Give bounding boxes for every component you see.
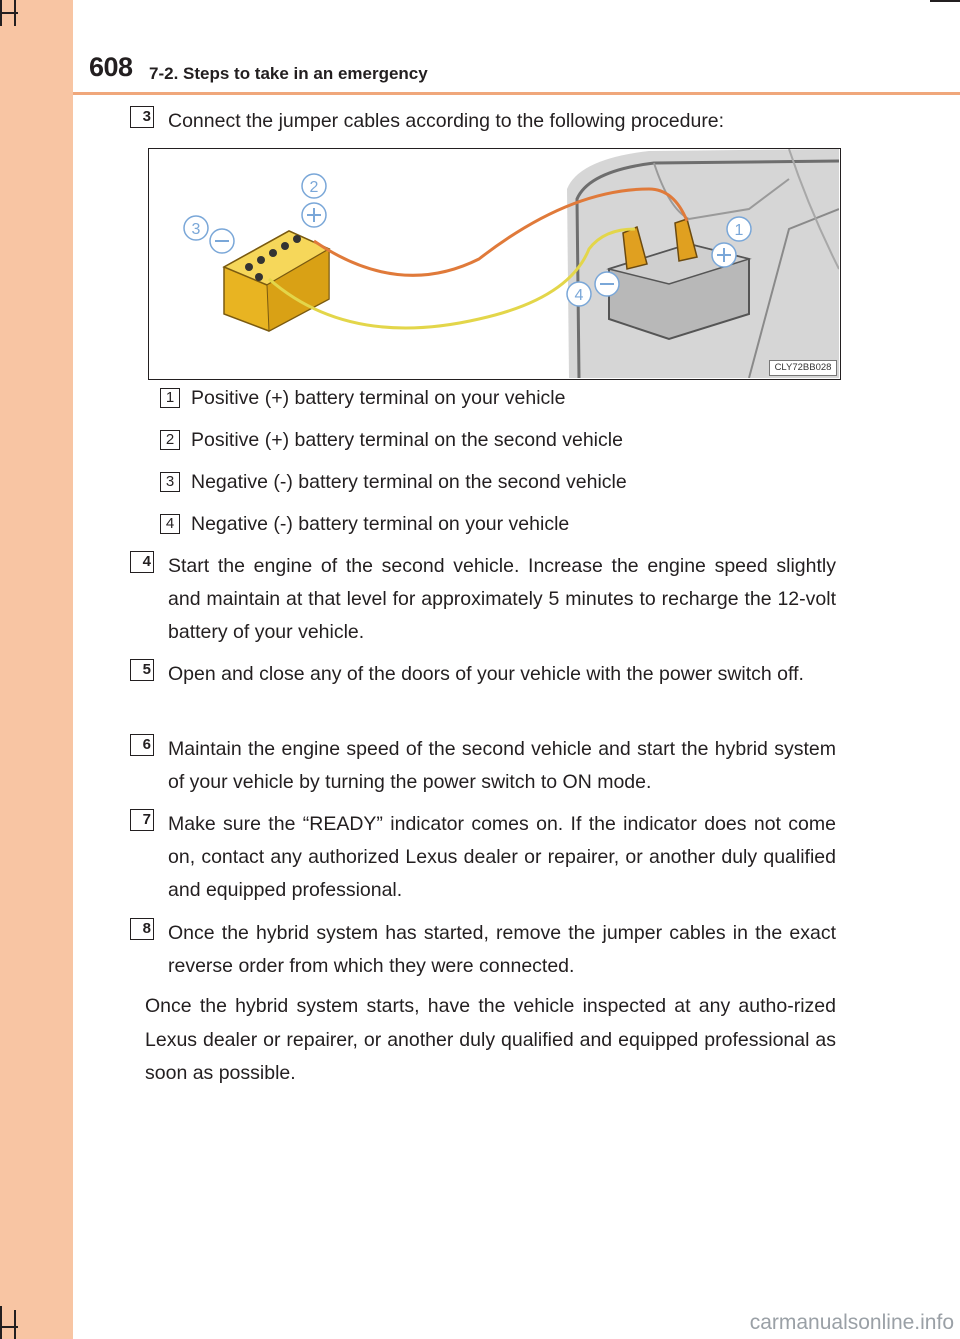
battery-cap	[269, 249, 277, 257]
crop-mark	[14, 0, 16, 26]
step-8	[130, 917, 836, 983]
legend-number: 3	[160, 472, 180, 492]
step-text: Make sure the “READY” indicator comes on. If the indicator does not come on, contact any authorized Lexus dealer or repairer, or another duly qualified and equipped professional.	[168, 813, 836, 901]
step-text: Once the hybrid system has started, remove the jumper cables in the exact reverse order from which they were connected.	[168, 922, 836, 977]
step-5	[130, 658, 836, 691]
callout-label: 4	[574, 287, 584, 304]
step-text: Start the engine of the second vehicle. Increase the engine speed slightly and maintain at that level for approximately 5 minutes to recharge the 12-volt battery of your vehicle.	[168, 555, 836, 643]
step-4	[130, 550, 836, 649]
step-3	[130, 105, 836, 138]
step-7	[130, 808, 836, 907]
callout-2	[302, 174, 326, 198]
battery-cap	[245, 263, 253, 271]
legend-text: Negative (-) battery terminal on the second vehicle	[191, 471, 627, 493]
minus-icon	[210, 229, 234, 253]
legend-number: 1	[160, 388, 180, 408]
minus-icon	[595, 272, 619, 296]
plus-icon	[302, 203, 326, 227]
crop-mark	[14, 1310, 16, 1339]
step-text: Open and close any of the doors of your vehicle with the power switch off.	[168, 663, 804, 685]
callout-label: 2	[309, 179, 319, 196]
figure-code: CLY72BB028	[769, 360, 837, 376]
battery-cap	[293, 235, 301, 243]
step-6	[130, 733, 836, 799]
battery-cap	[255, 273, 263, 281]
closing-note: Once the hybrid system starts, have the vehicle inspected at any autho-rized Lexus dealer or repairer, or another duly qualified and equipped professional as soon as possible.	[145, 995, 836, 1084]
step-number: 5	[130, 659, 154, 681]
callout-label: 3	[191, 221, 201, 238]
callout-4	[567, 282, 591, 306]
watermark: carmanualsonline.info	[749, 1311, 954, 1334]
step-number: 3	[130, 106, 154, 128]
step-number: 4	[130, 551, 154, 573]
page-number: 608	[89, 52, 133, 82]
plus-icon	[712, 243, 736, 267]
callout-3	[184, 216, 208, 240]
battery-cap	[281, 242, 289, 250]
legend-text: Negative (-) battery terminal on your vehicle	[191, 513, 570, 535]
crop-mark	[930, 0, 960, 2]
section-title: 7-2. Steps to take in an emergency	[149, 64, 428, 83]
legend-number: 2	[160, 430, 180, 450]
jumper-cable-figure	[148, 148, 841, 380]
battery-cap	[257, 256, 265, 264]
header-rule	[73, 92, 960, 95]
page-margin-band	[0, 0, 73, 1339]
legend-text: Positive (+) battery terminal on your vehicle	[191, 387, 566, 409]
step-number: 8	[130, 918, 154, 940]
callout-1	[727, 217, 751, 241]
step-number: 6	[130, 734, 154, 756]
step-text: Connect the jumper cables according to the following procedure:	[168, 110, 725, 132]
crop-mark	[0, 1306, 2, 1339]
step-text: Maintain the engine speed of the second vehicle and start the hybrid system of your vehicle by turning the power switch to ON mode.	[168, 738, 836, 793]
legend-text: Positive (+) battery terminal on the second vehicle	[191, 429, 623, 451]
jumper-cable-illustration	[149, 149, 839, 378]
callout-label: 1	[734, 222, 744, 239]
legend-number: 4	[160, 514, 180, 534]
step-number: 7	[130, 809, 154, 831]
